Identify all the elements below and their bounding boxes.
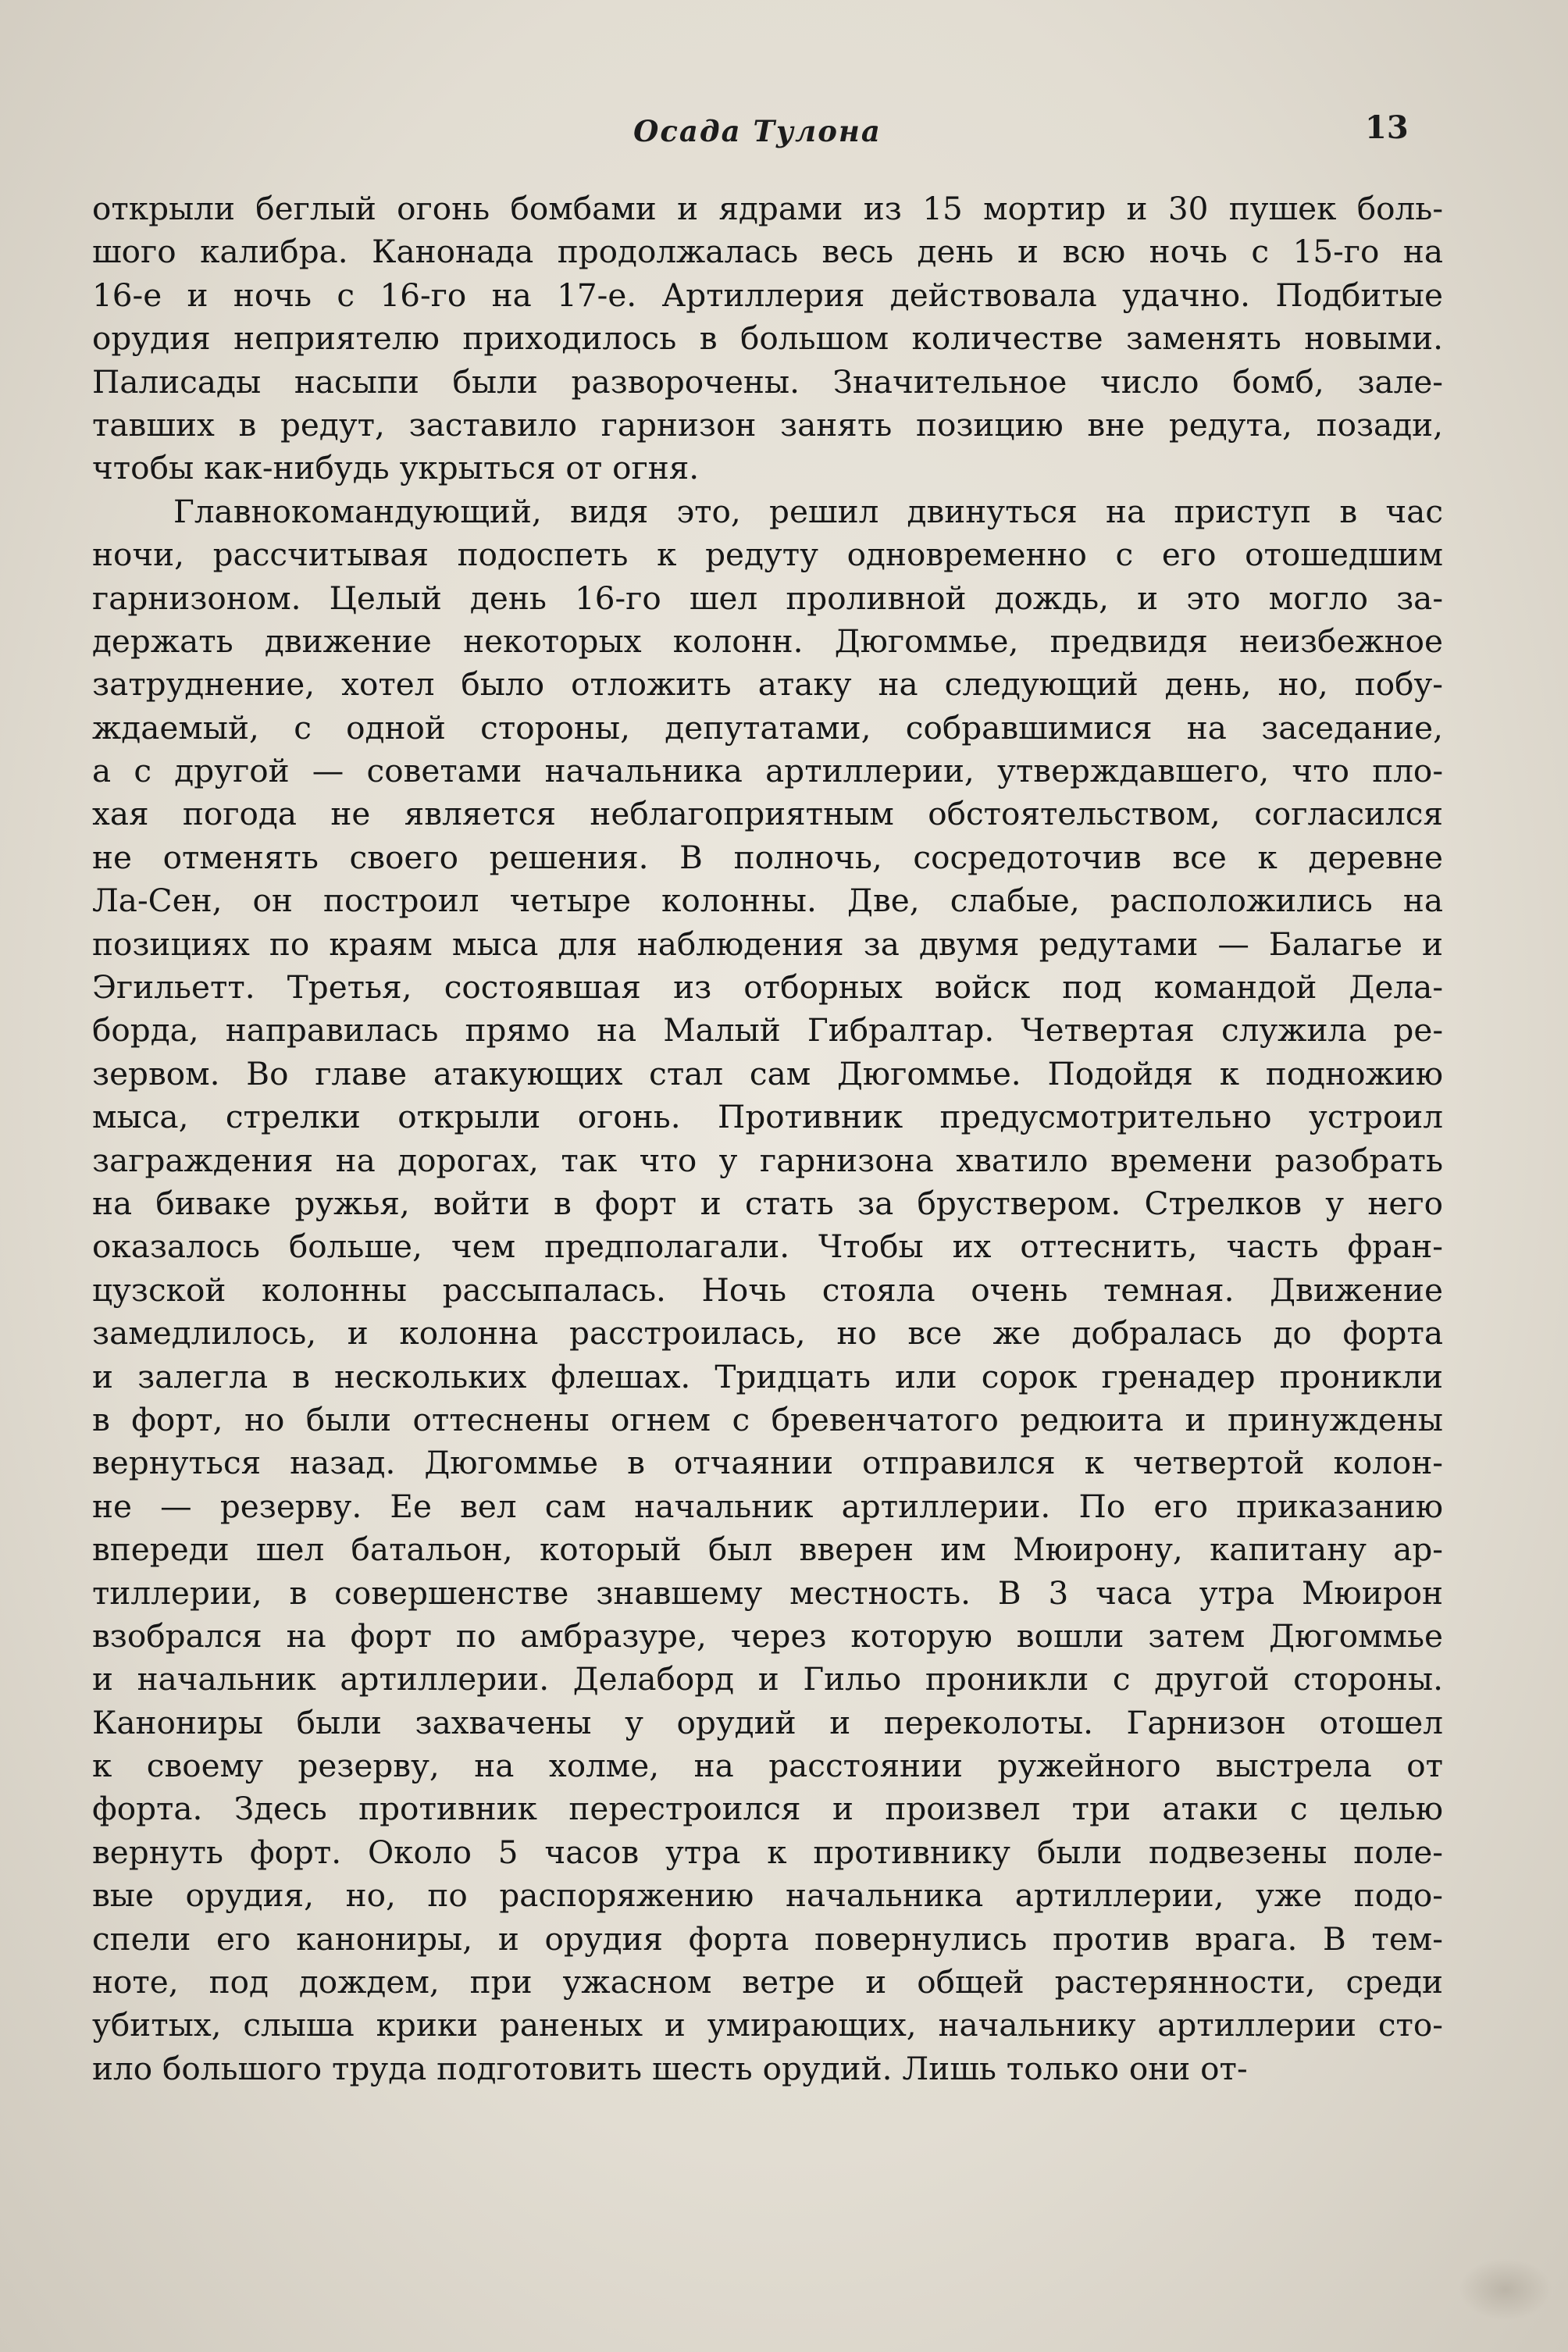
text-line: оказалось больше, чем предполагали. Чтобы их оттеснить, часть фран- [92, 1228, 1443, 1266]
text-line: Эгильетт. Третья, состоявшая из отборных войск под командой Дела- [92, 968, 1443, 1007]
text-line: борда, направилась прямо на Малый Гибралтар. Четвертая служила ре- [92, 1011, 1443, 1049]
running-head [0, 109, 1568, 158]
text-line: Палисады насыпи были разворочены. Значительное число бомб, зале- [92, 362, 1443, 401]
text-line: ило большого труда подготовить шесть орудий. Лишь только они от- [92, 2049, 1248, 2087]
text-line: ноте, под дождем, при ужасном ветре и общей растерянности, среди [92, 1963, 1443, 2001]
text-line: не отменять своего решения. В полночь, сосредоточив все к деревне [92, 838, 1443, 876]
text-line: затруднение, хотел было отложить атаку на следующий день, но, побу- [92, 665, 1443, 704]
text-line: Главнокомандующий, видя это, решил двинуться на приступ в час [173, 492, 1443, 530]
text-line: держать движение некоторых колонн. Дюгоммье, предвидя неизбежное [92, 622, 1443, 660]
text-line: ждаемый, с одной стороны, депутатами, собравшимися на заседание, [92, 708, 1443, 747]
text-line: и начальник артиллерии. Делаборд и Гильо проникли с другой стороны. [92, 1660, 1443, 1698]
running-title: Осада Тулона [633, 114, 882, 148]
text-line: взобрался на форт по амбразуре, через которую вошли затем Дюгоммье [92, 1616, 1443, 1655]
text-line: не — резерву. Ее вел сам начальник артиллерии. По его приказанию [92, 1487, 1443, 1525]
text-line: заграждения на дорогах, так что у гарнизона хватило времени разобрать [92, 1141, 1443, 1179]
text-line: чтобы как-нибудь укрыться от огня. [92, 449, 700, 487]
text-line: на биваке ружья, войти в форт и стать за бруствером. Стрелков у него [92, 1184, 1443, 1222]
text-line: ночи, рассчитывая подоспеть к редуту одновременно с его отошедшим [92, 536, 1443, 574]
body-text [92, 187, 1443, 2090]
text-line: орудия неприятелю приходилось в большом количестве заменять новыми. [92, 319, 1443, 358]
text-line: замедлилось, и колонна расстроилась, но все же добралась до форта [92, 1314, 1443, 1352]
text-line: вые орудия, но, по распоряжению начальника артиллерии, уже подо- [92, 1876, 1443, 1915]
text-line: позициях по краям мыса для наблюдения за двумя редутами — Балагье и [92, 925, 1443, 963]
text-line: к своему резерву, на холме, на расстоянии ружейного выстрела от [92, 1747, 1443, 1785]
text-line: мыса, стрелки открыли огонь. Противник предусмотрительно устроил [92, 1098, 1443, 1136]
page-number: 13 [1365, 109, 1409, 146]
text-line: впереди шел батальон, который был вверен им Мюирону, капитану ар- [92, 1531, 1443, 1569]
text-line: Канониры были захвачены у орудий и переколоты. Гарнизон отошел [92, 1703, 1443, 1741]
paragraph [92, 490, 1443, 2090]
text-line: хая погода не является неблагоприятным обстоятельством, согласился [92, 795, 1443, 833]
text-line: вернуться назад. Дюгоммье в отчаянии отправился к четвертой колон- [92, 1444, 1443, 1482]
text-line: форта. Здесь противник перестроился и произвел три атаки с целью [92, 1790, 1443, 1828]
paper-smudge [1459, 2258, 1552, 2321]
text-line: цузской колонны рассыпалась. Ночь стояла очень темная. Движение [92, 1270, 1443, 1309]
text-line: вернуть форт. Около 5 часов утра к противнику были подвезены поле- [92, 1833, 1443, 1871]
text-line: шого калибра. Канонада продолжалась весь день и всю ночь с 15-го на [92, 233, 1443, 271]
text-line: Ла-Сен, он построил четыре колонны. Две, слабые, расположились на [92, 882, 1443, 920]
text-line: 16-е и ночь с 16-го на 17-е. Артиллерия действовала удачно. Подбитые [92, 276, 1443, 314]
text-line: гарнизоном. Целый день 16-го шел проливной дождь, и это могло за- [92, 579, 1443, 617]
text-line: тиллерии, в совершенстве знавшему местность. В 3 часа утра Мюирон [92, 1573, 1443, 1612]
text-line: в форт, но были оттеснены огнем с бревенчатого редюита и принуждены [92, 1400, 1443, 1438]
text-line: тавших в редут, заставило гарнизон занять позицию вне редута, позади, [92, 405, 1443, 444]
paragraph [92, 187, 1443, 490]
text-line: открыли беглый огонь бомбами и ядрами из 15 мортир и 30 пушек боль- [92, 190, 1443, 227]
text-line: и залегла в нескольких флешах. Тридцать или сорок гренадер проникли [92, 1357, 1443, 1395]
text-line: а с другой — советами начальника артиллерии, утверждавшего, что пло- [92, 752, 1443, 790]
text-line: убитых, слыша крики раненых и умирающих, начальнику артиллерии сто- [92, 2006, 1443, 2044]
text-line: зервом. Во главе атакующих стал сам Дюгоммье. Подойдя к подножию [92, 1054, 1443, 1092]
text-line: спели его канониры, и орудия форта повернулись против врага. В тем- [92, 1919, 1443, 1958]
